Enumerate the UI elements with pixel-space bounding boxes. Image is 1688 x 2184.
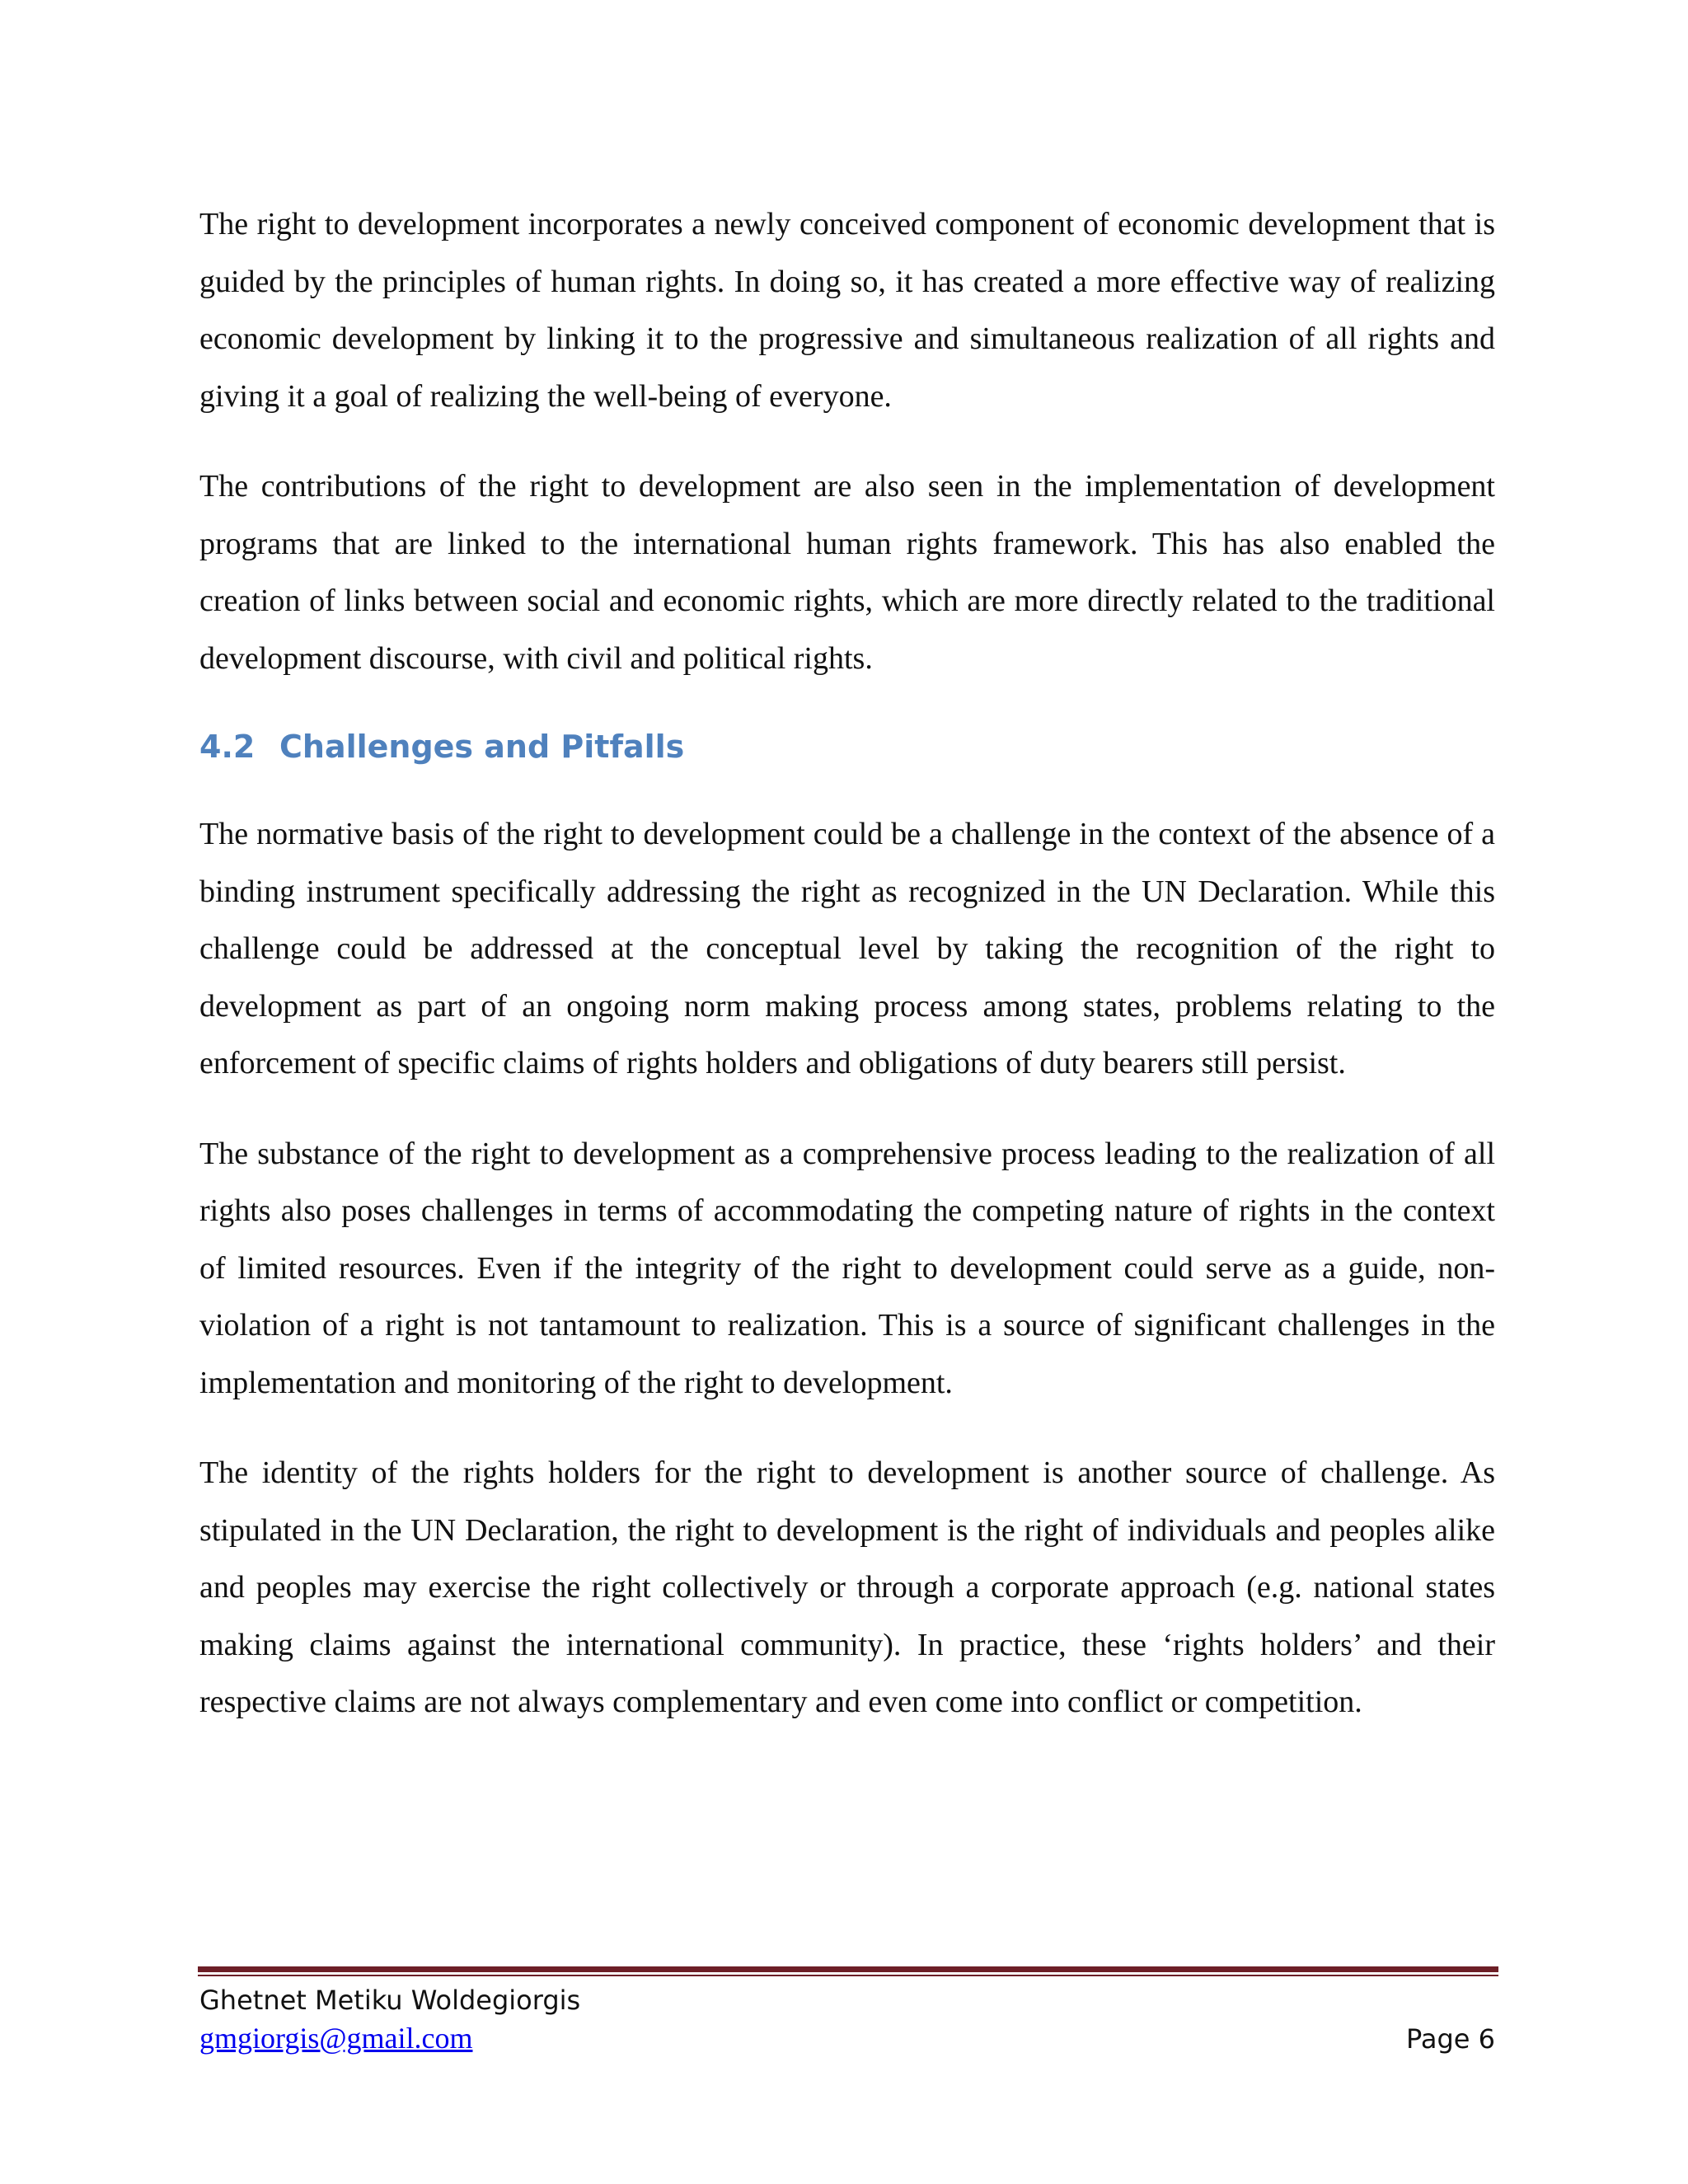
page-footer xyxy=(199,1981,1495,2058)
body-paragraph-1: The right to development incorporates a newly conceived component of economic development that is guided by the principles of human rights. In doing so, it has created a more effective way of realizing economic development by linking it to the progressive and simultaneous realization of all rights and giving it a goal of realizing the well-being of everyone. xyxy=(199,207,1495,414)
section-number: 4.2 xyxy=(199,729,256,765)
footer-rule-thin xyxy=(198,1975,1498,1976)
section-title: Challenges and Pitfalls xyxy=(279,729,685,765)
section-heading xyxy=(199,717,1495,776)
footer-line xyxy=(199,2019,1495,2058)
page-content xyxy=(199,196,1495,1732)
footer-email-link[interactable]: gmgiorgis@gmail.com xyxy=(199,2022,473,2055)
footer-rule-thick xyxy=(198,1966,1498,1972)
section-paragraph-3: The identity of the rights holders for the right to development is another source of challenge. As stipulated in the UN Declaration, the right to development is the right of individuals and peoples alike and peoples may exercise the right collectively or through a corporate approach (e.g. national states making claims against the international community). In practice, these ‘rights holders’ and their respective claims are not always complementary and even come into conflict or competition. xyxy=(199,1455,1495,1719)
body-paragraph-2: The contributions of the right to development are also seen in the implementation of development programs that are linked to the international human rights framework. This has also enabled the creation of links between social and economic rights, which are more directly related to the traditional development discourse, with civil and political rights. xyxy=(199,469,1495,676)
section-paragraph-1: The normative basis of the right to development could be a challenge in the context of the absence of a binding instrument specifically addressing the right as recognized in the UN Declaration. While this challenge could be addressed at the conceptual level by taking the recognition of the right to development as part of an ongoing norm making process among states, problems relating to the enforcement of specific claims of rights holders and obligations of duty bearers still persist. xyxy=(199,817,1495,1080)
page-number: Page 6 xyxy=(1406,2023,1495,2055)
section-paragraph-2: The substance of the right to development as a comprehensive process leading to the realization of all rights also poses challenges in terms of accommodating the competing nature of rights in the context of limited resources. Even if the integrity of the right to development could serve as a guide, non-violation of a right is not tantamount to realization. This is a source of significant challenges in the implementation and monitoring of the right to development. xyxy=(199,1136,1495,1400)
footer-author: Ghetnet Metiku Woldegiorgis xyxy=(199,1985,581,2016)
